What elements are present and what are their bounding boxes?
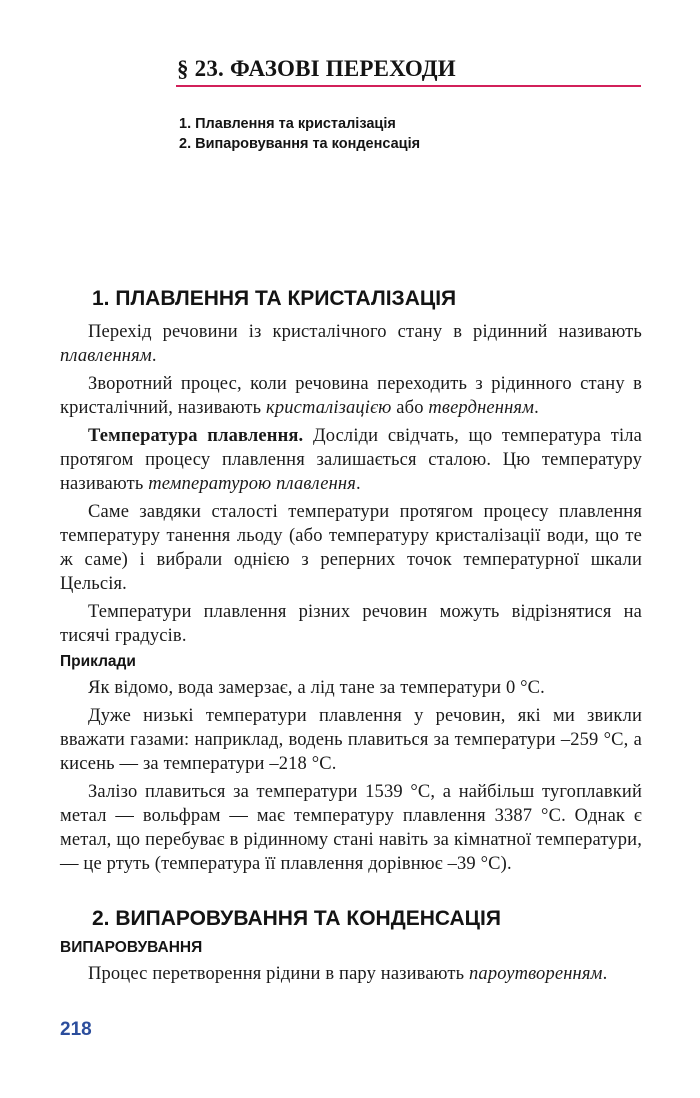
paragraph-melting-definition: Перехід речовини із кристалічного стану в рідинний називають плавленням.: [60, 322, 642, 366]
section-1: [60, 286, 642, 648]
section-2: [60, 906, 642, 986]
term-crystallization: кристалізацією: [266, 398, 392, 418]
section-1-heading: 1. ПЛАВЛЕННЯ ТА КРИСТАЛІЗАЦІЯ: [92, 287, 457, 310]
contents-item-1: 1. Плавлення та кристалізація: [179, 116, 396, 132]
example-metals: Залізо плавиться за температури 1539 °C, а найбільш тугоплавкий метал — вольфрам — має температуру плавлення 3387 °C. Однак є метал, що перебуває в рідинному стані навіть за кімнатної температури, — це ртуть (температура її плавлення дорівнює –39 °C).: [60, 782, 642, 874]
paragraph-celsius-reference: Саме завдяки сталості температури протягом процесу плавлення температуру танення льоду (або температуру кристалізації води, що те ж саме) і вибрали однією з реперних точок температурної шкали Цельсія.: [60, 502, 642, 594]
paragraph-vaporization-definition: Процес перетворення рідини в пару називають пароутворенням.: [88, 964, 608, 984]
term-solidification: твердненням: [428, 398, 535, 418]
examples-heading: Приклади: [60, 653, 136, 670]
paragraph-title: § 23. ФАЗОВІ ПЕРЕХОДИ: [177, 56, 456, 81]
paragraph-crystallization-definition: Зворотний процес, коли речовина переходить з рідинного стану в кристалічний, називають кристалізацією або твердненням.: [60, 374, 642, 418]
paragraph-contents: [179, 114, 420, 154]
paragraph-melting-temperature: Температура плавлення. Досліди свідчать, що температура тіла протягом процесу плавлення залишається сталою. Цю температуру називають температурою плавлення.: [60, 426, 643, 494]
section-2-heading: 2. ВИПАРОВУВАННЯ ТА КОНДЕНСАЦІЯ: [92, 907, 501, 930]
term-vaporization: пароутворенням: [469, 964, 603, 984]
evaporation-subheading: ВИПАРОВУВАННЯ: [60, 939, 203, 956]
term-melting-temperature-heading: Температура плавлення.: [88, 426, 304, 446]
term-melting: плавленням: [60, 346, 152, 366]
term-melting-temperature: температурою плавлення: [148, 474, 356, 494]
contents-item-2: 2. Випаровування та конденсація: [179, 136, 421, 152]
title-underline: [176, 85, 641, 87]
paragraph-temperature-range: Температури плавлення різних речовин можуть відрізнятися на тисячі градусів.: [60, 602, 642, 646]
page-number: 218: [60, 1019, 92, 1040]
examples-block: [60, 652, 642, 876]
example-gases: Дуже низькі температури плавлення у речовин, які ми звикли вважати газами: наприклад, водень плавиться за температури –259 °C, а кисень — за температури –218 °C.: [60, 706, 642, 774]
example-water: Як відомо, вода замерзає, а лід тане за температури 0 °C.: [88, 678, 545, 698]
